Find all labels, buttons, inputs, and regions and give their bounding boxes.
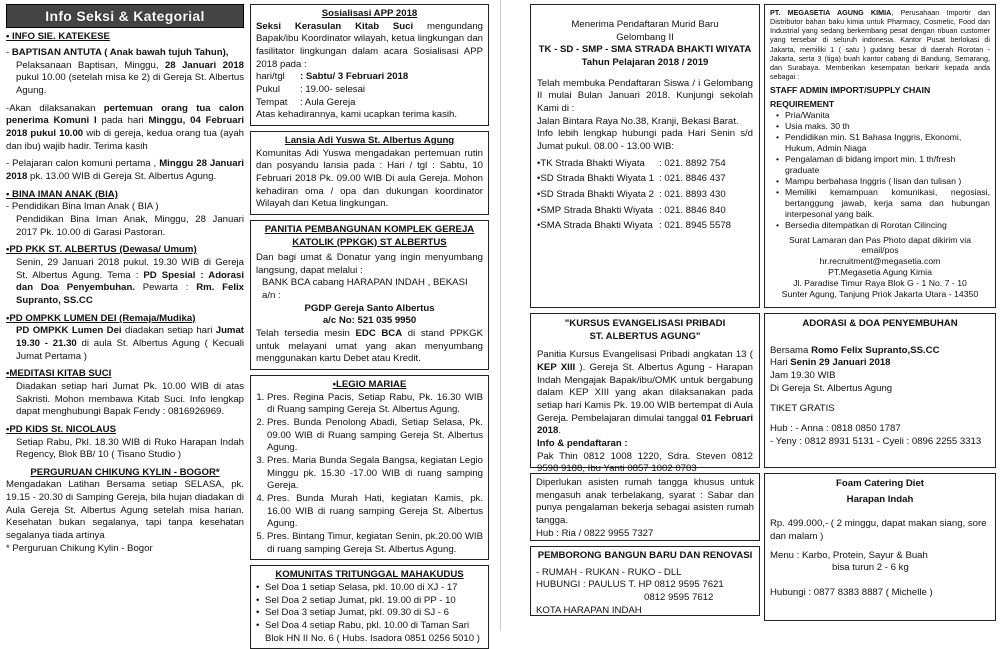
list-item: • Memiliki kemampuan komunikasi, negosiasi, bertanggung jawab, kerja sama dan hubungan interpesonal yang baik. — [776, 187, 990, 220]
sosialisasi-footer: Atas kehadirannya, kami ucapkan terima kasih. — [256, 109, 458, 121]
asisten-box — [530, 473, 760, 541]
catering-menu-2: bisa turun 2 - 6 kg — [832, 562, 909, 574]
komuni-class-item: - Pelajaran calon komuni pertama , Minggu 28 Januari 2018 pk. 13.00 WIB di Gereja St. Albertus Agung. — [6, 158, 244, 183]
pemborong-line-4: KOTA HARAPAN INDAH — [536, 604, 642, 616]
left-column-1 — [6, 4, 244, 555]
pemborong-line-1: - RUMAH - RUKAN - RUKO - DLL — [536, 566, 682, 578]
school-title-3: TK - SD - SMP - SMA STRADA BHAKTI WIYATA — [538, 44, 752, 56]
lansia-title: Lansia Adi Yuswa St. Albertus Agung — [284, 134, 455, 146]
sosialisasi-row — [256, 71, 483, 84]
list-item: •SD Strada Bhakti Wiyata 2 : 021. 8893 430 — [537, 188, 726, 200]
meditasi-text: Diadakan setiap hari Jumat Pk. 10.00 WIB di atas Sakristi. Mohon membawa Kitab Suci. Info lengkap dapat menghubungi Bapak Fendy : 0816926969. — [16, 380, 244, 418]
lansia-text: Komunitas Adi Yuswa mengadakan pertemuan rutin dan posyandu lansia pada : Hari / tgl : Sabtu, 10 Februari 2018 Pk. 09.00 WIB Di aula Gereja. Mohon kehadiran oma / opa dan dukungan koordinator Wilayah dan Ketua lingkungan. — [256, 147, 483, 210]
requirement-list — [776, 110, 990, 230]
kursus-box — [530, 313, 760, 475]
adorasi-hub-1: Hub : - Anna : 0818 0850 1787 — [770, 422, 901, 434]
list-item: 5. Pres. Bintang Timur, kegiatan Senin, pk.20.00 WIB di ruang samping Gereja St. Albertus Agung. — [267, 531, 483, 556]
bia-line1: - Pendidikan Bina Iman Anak ( BIA ) — [6, 201, 159, 213]
kids-text: Setiap Rabu, Pkl. 18.30 WIB di Ruko Harapan Indah Regency, Blok BB/ 10 ( Tisano Studio ) — [16, 436, 244, 461]
sosialisasi-text: Seksi Kerasulan Kitab Suci mengundang Bapak/ibu Koordinator wilayah, ketua lingkungan dan fasilitator lingkungan dalam acara Sosialisasi APP 2018 pada : — [256, 20, 484, 70]
list-item: 4. Pres. Bunda Murah Hati, kegiatan Kamis, pk. 16.00 WIB di ruang samping Gereja St. Albertus Agung. — [267, 493, 483, 531]
adorasi-tiket: TIKET GRATIS — [770, 403, 835, 415]
baptisan-item: - BAPTISAN ANTUTA ( Anak bawah tujuh Tahun), Pelaksanaan Baptisan, Minggu, 28 Januari 2018 pukul 10.00 (setelah misa ke 2) di Gereja St. Albertus Agung. — [6, 47, 244, 97]
apply-address-1: Jl. Paradise Timur Raya Blok G - 1 No. 7 - 10 — [793, 278, 967, 289]
ppkgk-title-2: KATOLIK (PPKGK) ST ALBERTUS — [292, 236, 447, 248]
tritunggal-list — [256, 582, 483, 645]
meditasi-section — [6, 368, 244, 419]
school-title-4: Tahun Pelajaran 2018 / 2019 — [581, 56, 709, 68]
list-item: • Sel Doa 3 setiap Jumat, pkl. 09.30 di SJ - 6 — [256, 607, 483, 620]
school-info: Info lebih lengkap hubungi pada Hari Senin s/d Jumat pukul. 08.00 - 13.00 WIB: — [537, 128, 753, 152]
list-item: 2. Pres. Bunda Penolong Abadi, Setiap Selasa, Pk. 09.00 WIB di Ruang samping Gereja St. Albertus Agung. — [267, 417, 483, 455]
list-item: • Sel Doa 4 setiap Rabu, pkl. 10.00 di Taman Sari Blok HN II No. 6 ( Hubs. Isadora 0851 0256 5010 ) — [256, 620, 483, 645]
school-intro: Telah membuka Pendaftaran Siswa / i Gelombang II mulai Bulan Januari 2018. Kunjungi sekolah Kami di : — [537, 77, 753, 114]
list-item: 3. Pres. Maria Bunda Segala Bangsa, kegiatan Legio Minggu pk. 15.30 -17.00 WIB di ruang samping Gereja. — [267, 455, 483, 493]
school-title-1: Menerima Pendaftaran Murid Baru — [571, 19, 719, 30]
adorasi-line-2: Hari Senin 29 Januari 2018 — [770, 357, 891, 369]
katekese-heading: • INFO SIE. KATEKESE — [6, 31, 110, 43]
list-item: • Mampu berbahasa Inggris ( lisan dan tulisan ) — [776, 176, 990, 187]
megasetia-req-title: REQUIREMENT — [770, 99, 835, 110]
edc-text: Telah tersedia mesin EDC BCA di stand PPKGK untuk melayani umat yang akan menyumbang menggunakan kartu Debet atau Kredit. — [256, 328, 483, 365]
list-item: •TK Strada Bhakti Wiyata : 021. 8892 754 — [537, 157, 726, 169]
lansia-box — [250, 131, 489, 215]
apply-address-2: Sunter Agung, Tanjung Priok Jakarta Utara - 14350 — [781, 289, 979, 300]
list-item: • Pengalaman di bidang import min. 1 th/fresh graduate — [776, 154, 990, 176]
tritunggal-title: KOMUNITAS TRITUNGGAL MAHAKUDUS — [275, 569, 464, 581]
kursus-info-title: Info & pendaftaran : — [537, 437, 628, 449]
ppkgk-title-1: PANITIA PEMBANGUNAN KOMPLEK GEREJA — [264, 223, 475, 235]
sosialisasi-box — [250, 4, 489, 126]
list-item: 1. Pres. Regina Pacis, Setiap Rabu, Pk. 16.30 WIB di Ruang samping Gereja St. Albertus Agung. — [267, 392, 483, 417]
list-item: • Bersedia ditempatkan di Rorotan Cilincing — [776, 220, 990, 231]
row-value: : 19.00- selesai — [300, 83, 366, 95]
ompkk-heading: •PD OMPKK LUMEN DEI (Remaja/Mudika) — [6, 312, 196, 324]
right-column-1 — [530, 4, 760, 616]
catering-menu: Menu : Karbo, Protein, Sayur & Buah — [770, 549, 928, 561]
list-item: •SMP Strada Bhakti Wiyata : 021. 8846 840 — [537, 204, 726, 216]
adorasi-line-3: Jam 19.30 WIB — [770, 369, 836, 381]
kursus-title-1: "KURSUS EVANGELISASI PRIBADI — [564, 318, 726, 329]
legio-title: •LEGIO MARIAE — [332, 379, 407, 391]
sosialisasi-title: Sosialisasi APP 2018 — [321, 8, 418, 19]
bia-section — [6, 189, 244, 240]
megasetia-position: STAFF ADMIN IMPORT/SUPPLY CHAIN — [770, 85, 931, 96]
legio-box — [250, 375, 489, 560]
page-title: Info Seksi & Kategorial — [6, 4, 244, 28]
adorasi-title: ADORASI & DOA PENYEMBUHAN — [802, 318, 958, 329]
account-number: a/c No: 521 035 9950 — [322, 315, 417, 327]
catering-hub: Hubungi : 0877 8383 8887 ( Michelle ) — [770, 586, 933, 598]
list-item: • Usia maks. 30 th — [776, 121, 990, 132]
page-fold — [500, 0, 501, 631]
pkk-heading: •PD PKK ST. ALBERTUS (Dewasa/ Umum) — [6, 244, 197, 256]
megasetia-apply — [770, 235, 990, 301]
pkk-text: Senin, 29 Januari 2018 pukul. 19.30 WIB di Gereja St. Albertus Agung. Tema : PD Spesial : Adorasi dan Doa Penyembuhan. Pewarta : Rm. Felix Supranto, SS.CC — [16, 256, 245, 306]
adorasi-line-1: Bersama Romo Felix Supranto,SS.CC — [770, 344, 940, 356]
ompkk-text: PD OMPKK Lumen Dei diadakan setiap hari Jumat 19.30 - 21.30 di aula St. Albertus Agung ( Kecuali Jumat Pertama ) — [16, 325, 244, 362]
pemborong-line-2: HUBUNGI : PAULUS T. HP 0812 9595 7621 — [536, 579, 724, 591]
tritunggal-box — [250, 565, 489, 649]
asisten-text: Diperlukan asisten rumah tangga khusus untuk mengasuh anak terbelakang, syarat : Sabar dan punya pengalaman bekerja sebagai asisten rumah tangga. — [536, 477, 754, 526]
kids-section — [6, 424, 244, 462]
school-box — [530, 4, 760, 308]
chikung-footer: * Perguruan Chikung Kylin - Bogor — [6, 542, 153, 554]
account-name: PGDP Gereja Santo Albertus — [304, 302, 435, 314]
sosialisasi-row — [256, 84, 483, 97]
list-item: • Sel Doa 2 setiap Jumat, pkl. 19.00 di PP - 10 — [256, 595, 483, 608]
adorasi-hub-2: - Yeny : 0812 8931 5131 - Cyeli : 0896 2255 3313 — [770, 435, 982, 447]
katekese-section — [6, 31, 244, 183]
catering-box — [764, 473, 996, 621]
apply-company: PT.Megasetia Agung Kimia — [828, 267, 932, 278]
bia-heading: • BINA IMAN ANAK (BIA) — [6, 188, 118, 200]
row-key: hari/tgl — [256, 71, 285, 83]
megasetia-box — [764, 4, 996, 308]
meditasi-heading: •MEDITASI KITAB SUCI — [6, 368, 112, 380]
kids-heading: •PD KIDS St. NICOLAUS — [6, 423, 116, 435]
ompkk-section — [6, 313, 244, 364]
catering-price: Rp. 499.000,- ( 2 minggu, dapat makan siang, sore dan malam ) — [770, 518, 987, 542]
apply-line: Surat Lamaran dan Pas Photo dapat dikirim via email/pos — [788, 234, 972, 256]
list-item: •SD Strada Bhakti Wiyata 1 : 021. 8846 437 — [537, 173, 726, 185]
right-column-2 — [764, 4, 996, 621]
ppkgk-text: Dan bagi umat & Donatur yang ingin menyumbang langsung, dapat melalui : — [256, 252, 483, 276]
komuni-meeting-item: -Akan dilaksanakan pertemuan orang tua calon penerima Komuni I pada hari Minggu, 04 Februari 2018 pukul 10.00 wib di gereja, kedua orang tua (ayah dan ibu) wajib hadir. Terima kasih — [6, 102, 245, 152]
bank-line: BANK BCA cabang HARAPAN INDAH , BEKASI a/n : — [262, 277, 468, 302]
list-item: • Pendidikan min. S1 Bahasa Inggris, Ekonomi, Hukum, Admin Niaga — [776, 132, 990, 154]
list-item: • Pria/Wanita — [776, 110, 990, 121]
legio-list — [256, 392, 483, 557]
adorasi-box — [764, 313, 996, 468]
adorasi-line-4: Di Gereja St. Albertus Agung — [770, 382, 893, 394]
sosialisasi-row — [256, 97, 483, 110]
school-address: Jalan Bintara Raya No.38, Kranji, Bekasi Barat. — [537, 115, 739, 127]
pemborong-box — [530, 546, 760, 616]
chikung-text: Mengadakan Latihan Bersama setiap SELASA, pk. 19.15 - 20.30 di Samping Gereja, bila hujan diadakan di Aula Gereja St. Albertus Agung setelah misa harian. Kesehatan bukan segalanya, tapi tanpa kesehatan segalanya tiada artinya — [6, 479, 244, 542]
row-value: : Sabtu/ 3 Februari 2018 — [300, 71, 409, 83]
pemborong-line-3: 0812 9595 7612 — [644, 591, 714, 603]
chikung-section — [6, 467, 244, 556]
megasetia-intro: PT. MEGASETIA AGUNG KIMIA, Perusahaan Importir dan Distributor bahan baku kimia untuk Pharmacy, Cosmetic, Food dan Industrial yang sedang berkembang pesat dengan ribuan customer yang tersebar di seluruh indonesia. Kantor Pusat berlokasi di Jakarta, memiliki 1 ( satu ) gudang besar di daerah Rorotan - Jakarta, serta 3 (tiga) buah kantor cabang di Bandung, Semarang, dan Surabaya. Memberikan kesempatan berkarir kepada anda sebagai : — [770, 8, 991, 81]
school-title-2: Gelombang II — [616, 31, 674, 43]
kursus-contacts: Pak Thin 0812 1008 1220, Sdra. Steven 0812 9598 9188, Ibu Yanti 0857 1002 0703 — [537, 450, 753, 475]
row-value: : Aula Gereja — [300, 96, 356, 108]
catering-title-1: Foam Catering Diet — [836, 478, 924, 489]
list-item: •SMA Strada Bhakti Wiyata : 021. 8945 5578 — [537, 220, 732, 232]
kursus-text: Panitia Kursus Evangelisasi Pribadi angkatan 13 ( KEP XIII ). Gereja St. Albertus Agung - Harapan Indah Mengajak Bapak/ibu/OMK untuk bergabung dalam KEP XIII yang akan dilaksanakan pada setiap hari Kamis Pk. 19.00 WIB bertempat di Aula Gereja. Pembelajaran dimulai tanggal 01 Februari 2018. — [537, 349, 753, 437]
pemborong-title: PEMBORONG BANGUN BARU DAN RENOVASI — [537, 550, 753, 561]
row-key: Tempat — [256, 96, 288, 108]
left-column-2 — [250, 4, 489, 649]
catering-title-2: Harapan Indah — [846, 493, 914, 505]
list-item: • Sel Doa 1 setiap Selasa, pkl. 10.00 di XJ - 17 — [256, 582, 483, 595]
pkk-section — [6, 244, 244, 307]
school-phone-list — [537, 158, 753, 233]
apply-email: hr.recruitment@megasetia.com — [819, 256, 941, 267]
ppkgk-box — [250, 220, 489, 370]
chikung-heading: PERGURUAN CHIKUNG KYLIN - BOGOR* — [30, 466, 220, 478]
row-key: Pukul — [256, 83, 280, 95]
bia-line2: Pendidikan Bina Iman Anak, Minggu, 28 Januari 2017 Pk. 10.00 di Garasi Pastoran. — [16, 214, 244, 238]
asisten-hub: Hub : Ria / 0822 9955 7327 — [536, 527, 654, 539]
kursus-title-2: ST. ALBERTUS AGUNG" — [589, 330, 701, 342]
